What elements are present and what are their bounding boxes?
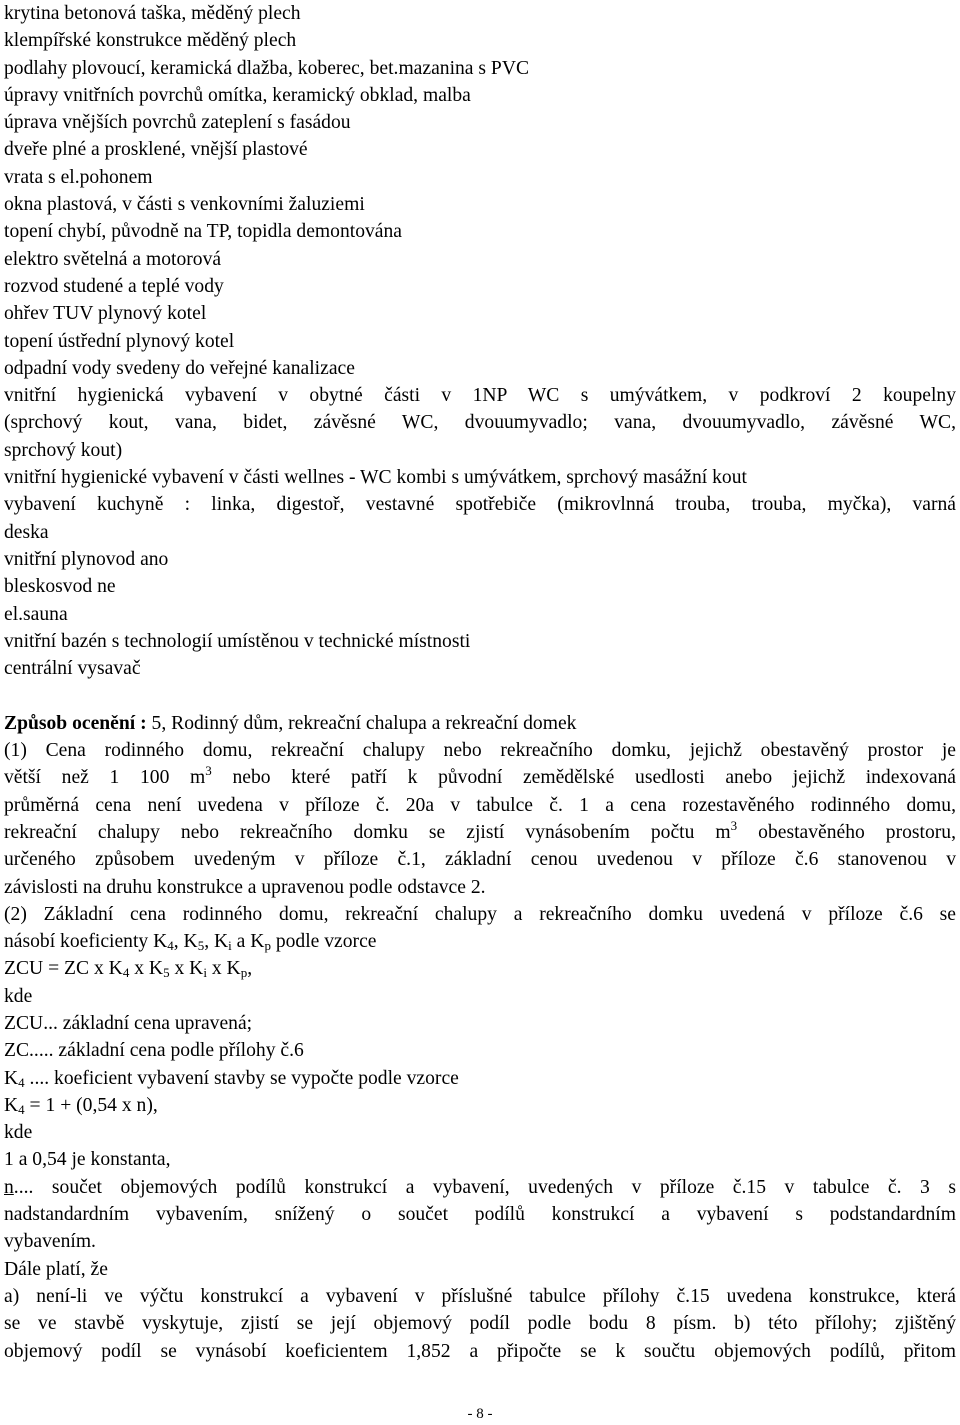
superscript: 3	[205, 763, 212, 779]
text-span: K	[183, 931, 198, 953]
text-span: K	[4, 1067, 19, 1089]
hygiene-line: (sprchový kout, vana, bidet, závěsné WC, dvouumyvadlo; vana, dvouumyvadlo, závěsné WC,	[4, 412, 956, 434]
text-span: K	[250, 931, 265, 953]
n-definition-line: nadstandardním vybavením, snížený o součet podílů konstrukcí a vybavení s podstandardním	[4, 1204, 956, 1226]
text-span: rekreační chalupy nebo rekreačního domku se zjistí vynásobením počtu m	[4, 821, 731, 843]
list-line: topení ústřední plynový kotel	[4, 330, 235, 352]
list-line: vnitřní bazén s technologií umístěnou v technické místnosti	[4, 630, 471, 652]
text-span: K	[4, 1094, 19, 1116]
subscript: p	[264, 938, 271, 954]
list-line: klempířské konstrukce měděný plech	[4, 30, 297, 52]
text-span: = 1 + (0,54 x n),	[24, 1094, 158, 1116]
text-span: K	[214, 931, 229, 953]
text-span: K	[189, 958, 204, 980]
text-span: nebo které patří k původní zemědělské usedlosti anebo jejichž indexovaná	[211, 767, 957, 789]
list-line: elektro světelná a motorová	[4, 248, 222, 270]
definition-line: 1 a 0,54 je konstanta,	[4, 1149, 171, 1171]
list-line: úprava vnějších povrchů zateplení s fasádou	[4, 112, 351, 134]
further-line: Dále platí, že	[4, 1258, 108, 1280]
subscript: 4	[18, 1101, 25, 1117]
kitchen-line: deska	[4, 521, 49, 543]
text-span: K	[226, 958, 241, 980]
subscript: 5	[163, 965, 170, 981]
superscript: 3	[730, 817, 738, 833]
further-line: a) není-li ve výčtu konstrukcí a vybavení v příslušné tabulce přílohy č.15 uvedena konstrukce, která	[4, 1285, 956, 1307]
list-line: okna plastová, v části s venkovními žaluziemi	[4, 194, 365, 216]
subscript: 4	[18, 1074, 25, 1090]
para1-line: závislosti na druhu konstrukce a upravenou podle odstavce 2.	[4, 876, 486, 898]
page-number: - 8 -	[467, 1406, 493, 1422]
list-line: úpravy vnitřních povrchů omítka, keramický obklad, malba	[4, 84, 471, 106]
subscript: i	[228, 938, 232, 954]
hygiene-line: vnitřní hygienická vybavení v obytné části v 1NP WC s umývátkem, v podkroví 2 koupelny	[4, 385, 956, 407]
method-value: 5, Rodinný dům, rekreační chalupa a rekreační domek	[146, 712, 577, 734]
text-span: .... součet objemových podílů konstrukcí a vybavení, uvedených v příloze č.15 v tabulce č. 3 s	[13, 1176, 956, 1198]
para1-line: určeného způsobem uvedeným v příloze č.1, základní cenou uvedenou v příloze č.6 stanovenou v	[4, 849, 956, 871]
subscript: i	[203, 965, 207, 981]
list-line: ohřev TUV plynový kotel	[4, 303, 207, 325]
text-span: obestavěného prostoru,	[737, 821, 956, 843]
equipment-list	[4, 0, 956, 382]
list-line: el.sauna	[4, 603, 68, 625]
list-line: centrální vysavač	[4, 658, 141, 680]
subscript: p	[240, 965, 248, 981]
definition-line	[4, 1065, 956, 1092]
formula-zcu: ZCU = ZC x $K_4$ x $K_5$ x $K_i$ x $K_p$,	[4, 958, 253, 981]
document-body	[4, 0, 956, 1365]
method-label: Způsob ocenění :	[4, 712, 147, 734]
text-span: n	[4, 1176, 14, 1198]
kde-line: kde	[4, 1122, 33, 1144]
text-span: násobí koeficienty K	[4, 931, 168, 953]
text-span: ZCU = ZC x K	[4, 958, 123, 980]
list-line: rozvod studené a teplé vody	[4, 275, 224, 297]
list-line: vnitřní plynovod ano	[4, 548, 169, 570]
list-line: krytina betonová taška, měděný plech	[4, 3, 301, 24]
definition-line: ZCU... základní cena upravená;	[4, 1012, 253, 1034]
para1-line: (1) Cena rodinného domu, rekreační chalupy nebo rekreačního domku, jejichž obestavěný prostor je	[4, 740, 956, 762]
formula-k4	[4, 1092, 956, 1119]
kde-line: kde	[4, 985, 33, 1007]
para1-line: průměrná cena není uvedena v příloze č. 20a v tabulce č. 1 a cena rozestavěného rodinného domu,	[4, 794, 956, 816]
para1-line	[4, 764, 956, 791]
list-line: podlahy plovoucí, keramická dlažba, koberec, bet.mazanina s PVC	[4, 57, 530, 79]
list-line: dveře plné a prosklené, vnější plastové	[4, 139, 308, 161]
definition-line: ZC..... základní cena podle přílohy č.6	[4, 1040, 304, 1062]
method-line	[4, 710, 956, 737]
subscript: 4	[122, 965, 130, 981]
further-line: se ve stavbě vyskytuje, zjistí se její objemový podíl podle bodu 8 písm. b) této přílohy; zjištěný	[4, 1313, 956, 1335]
subscript: 5	[197, 938, 205, 954]
text-span: větší než 1 100 m	[4, 767, 206, 789]
equipment-list-2	[4, 546, 956, 682]
n-definition-line: vybavením.	[4, 1231, 96, 1253]
hygiene-line: vnitřní hygienické vybavení v části wellnes - WC kombi s umývátkem, sprchový masážní kout	[4, 467, 747, 489]
spacer	[4, 682, 956, 709]
para2-line: násobí koeficienty $K_4$, $K_5$, $K_i$ a $K_p$ podle vzorce	[4, 931, 377, 954]
kitchen-line: vybavení kuchyně : linka, digestoř, vestavné spotřebiče (mikrovlnná trouba, trouba, myčka), varná	[4, 494, 956, 516]
list-line: odpadní vody svedeny do veřejné kanalizace	[4, 357, 355, 379]
n-definition-line	[4, 1174, 956, 1201]
para2-line: (2) Základní cena rodinného domu, rekreační chalupy a rekreačního domku uvedená v příloze č.6 se	[4, 903, 956, 925]
list-line: vrata s el.pohonem	[4, 166, 153, 188]
list-line: bleskosvod ne	[4, 576, 116, 598]
hygiene-line: sprchový kout)	[4, 439, 123, 461]
list-line: topení chybí, původně na TP, topidla demontována	[4, 221, 402, 243]
further-line: objemový podíl se vynásobí koeficientem 1,852 a připočte se k součtu objemových podílů, přitom	[4, 1340, 956, 1362]
para1-line	[4, 819, 956, 846]
text-span: K	[148, 958, 164, 980]
subscript: 4	[167, 938, 174, 954]
text-span: .... koeficient vybavení stavby se vypočte podle vzorce	[24, 1067, 459, 1089]
